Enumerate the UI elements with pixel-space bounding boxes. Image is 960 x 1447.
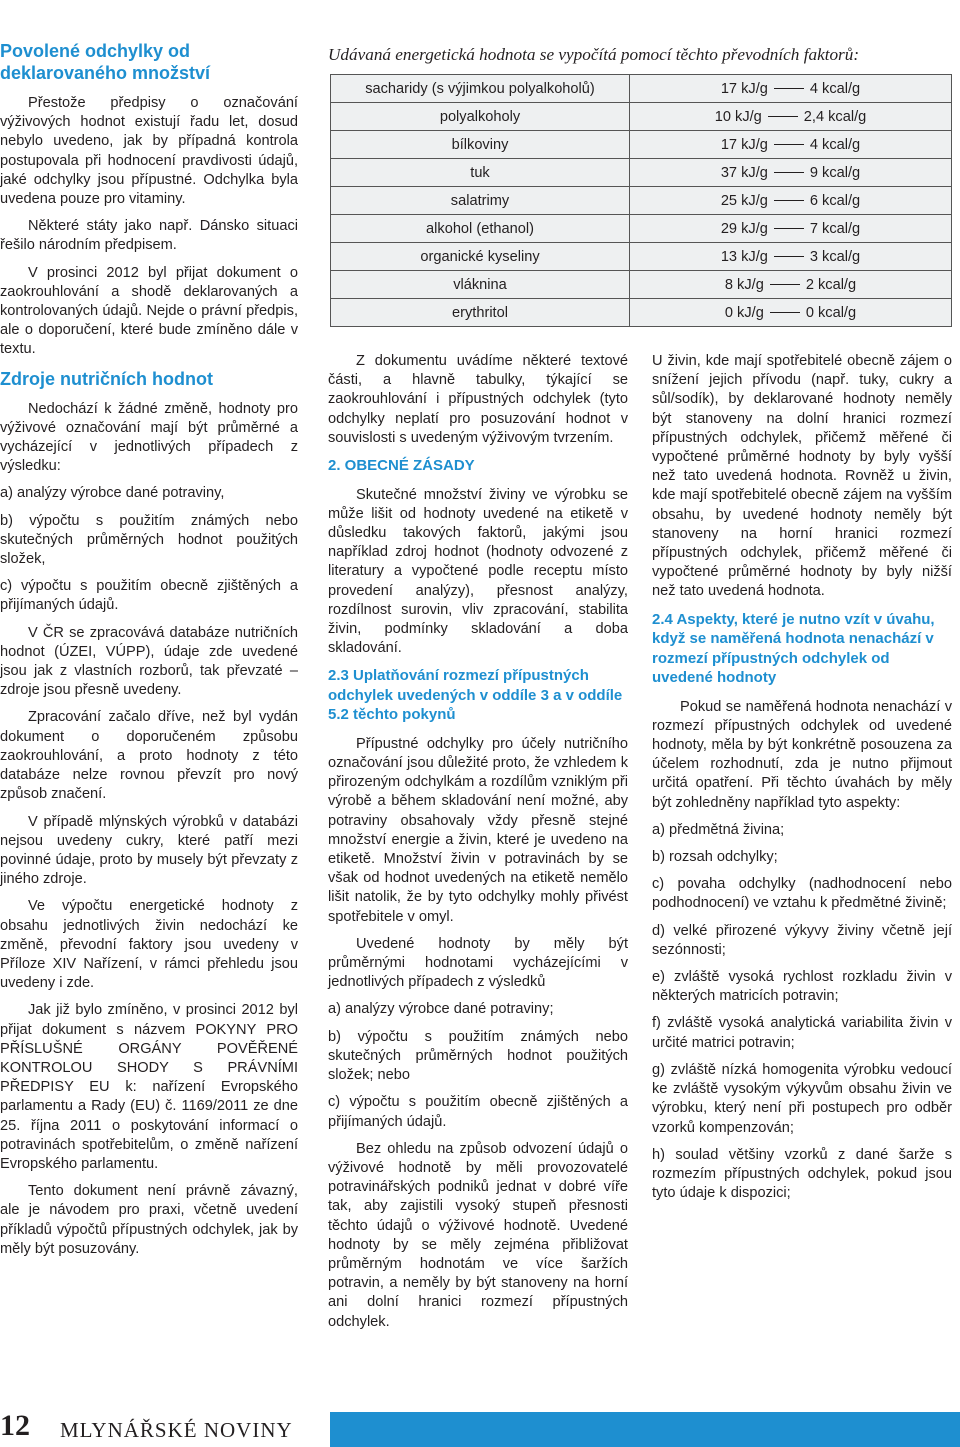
factor-kj: 25 kJ/g [720, 192, 768, 209]
list-item: a) předmětná živina; [652, 821, 785, 838]
conversion-factor [630, 271, 952, 299]
table-row [331, 299, 952, 327]
paragraph: Skutečné množství živiny ve výrobku se může lišit od hodnoty uvedené na etiketě v důsledku takových faktorů, jakými jsou například zdroj hodnot (hodnoty odvozené z literatury a vypočtené podle receptu místo provedení analýzy), přesnost analýzy, rozdílnost surovin, vliv zpracování, stabilita živin, podmínky skladování a doba skladování. [328, 486, 628, 657]
table-row [331, 215, 952, 243]
list-item: c) výpočtu s použitím obecně zjištěných a přijímaných údajů. [328, 1094, 628, 1130]
conversion-factor [630, 243, 952, 271]
factor-kj: 8 kJ/g [724, 276, 764, 293]
factor-kcal: 3 kcal/g [809, 248, 861, 265]
list-item: a) analýzy výrobce dané potraviny, [0, 485, 225, 502]
conversion-factor [630, 75, 952, 103]
nutrient-name: alkohol (ethanol) [331, 215, 630, 243]
nutrient-name: tuk [331, 159, 630, 187]
factor-kcal: 4 kcal/g [809, 136, 861, 153]
conversion-factor [630, 159, 952, 187]
section-heading-2-4: 2.4 Aspekty, které je nutno vzít v úvahu, když se naměřená hodnota nenachází v rozmezí přípustných odchylek od uvedené hodnoty [652, 610, 935, 687]
factor-kj: 29 kJ/g [720, 220, 768, 237]
list-item: b) rozsah odchylky; [652, 849, 778, 866]
list-item: f) zvláště vysoká analytická variabilita živin v určité matrici potravin; [652, 1015, 952, 1051]
list-item: a) analýzy výrobce dané potraviny; [328, 1001, 554, 1018]
list-item: c) povaha odchylky (nadhodnocení nebo podhodnocení) ve vztahu k předmětné živině; [652, 876, 952, 912]
em-dash [774, 200, 804, 201]
paragraph: Některé státy jako např. Dánsko situaci řešilo národním předpisem. [0, 218, 298, 254]
list-item: e) zvláště vysoká rychlost rozkladu živin v některých matricích potravin; [652, 969, 952, 1005]
table-row [331, 75, 952, 103]
em-dash [770, 284, 800, 285]
conversion-factor [630, 299, 952, 327]
section-heading-sources: Zdroje nutričních hodnot [0, 368, 213, 389]
section-heading-2-3: 2.3 Uplatňování rozmezí přípustných odchylek uvedených v oddíle 3 a v oddíle 5.2 těchto pokynů [328, 667, 623, 724]
conversion-factor [630, 103, 952, 131]
factor-kj: 10 kJ/g [714, 108, 762, 125]
nutrient-name: erythritol [331, 299, 630, 327]
factor-kcal: 7 kcal/g [809, 220, 861, 237]
nutrient-name: polyalkoholy [331, 103, 630, 131]
factor-kj: 17 kJ/g [720, 80, 768, 97]
nutrient-name: bílkoviny [331, 131, 630, 159]
factor-kcal: 4 kcal/g [809, 80, 861, 97]
factor-kcal: 2,4 kcal/g [803, 108, 867, 125]
conversion-factor [630, 187, 952, 215]
nutrient-name: salatrimy [331, 187, 630, 215]
factor-kj: 37 kJ/g [720, 164, 768, 181]
table-row [331, 187, 952, 215]
paragraph: V ČR se zpracovává databáze nutričních hodnot (ÚZEI, VÚPP), údaje zde uvedené jsou jak z vlastních rozborů, tak převzaté – zdroje jsou přesně uvedeny. [0, 624, 298, 699]
list-item: g) zvláště nízká homogenita výrobku vedoucí ke zvláště vysokým výkyvům obsahu živin ve výrobku, který není při postupech pro odběr vzorků kompenzován; [652, 1061, 952, 1136]
paragraph: V případě mlýnských výrobků v databázi nejsou uvedeny cukry, které patří mezi povinné údaje, proto by musely být převzaty z jiného zdroje. [0, 813, 298, 888]
table-row [331, 131, 952, 159]
column-middle [328, 352, 628, 1340]
factor-kcal: 6 kcal/g [809, 192, 861, 209]
paragraph: Tento dokument není právně závazný, ale je návodem pro praxi, včetně uvedení příkladů výpočtů přípustných odchylek, jak by měly být posuzovány. [0, 1183, 298, 1257]
table-row [331, 271, 952, 299]
factor-kcal: 2 kcal/g [805, 276, 857, 293]
factor-kcal: 0 kcal/g [805, 304, 857, 321]
column-right [652, 352, 952, 1211]
list-item: b) výpočtu s použitím známých nebo skutečných průměrných hodnot použitých složek, [0, 512, 298, 568]
paragraph: Jak již bylo zmíněno, v prosinci 2012 byl přijat dokument s názvem POKYNY PRO PŘÍSLUŠNÉ ORGÁNY POVĚŘENÉ KONTROLOU SHODY S PRÁVNÍMI PŘEDPISY EU k: nařízení Evropského parlamentu a Rady (EU) č. 1169/2011 ze dne 25. října 2011 o poskytování informací o potravinách spotřebitelům, o změně nařízení Evropského parlamentu. [0, 1002, 298, 1172]
factor-kj: 13 kJ/g [720, 248, 768, 265]
factor-kj: 17 kJ/g [720, 136, 768, 153]
list-item: c) výpočtu s použitím obecně zjištěných a přijímaných údajů. [0, 578, 298, 614]
em-dash [770, 312, 800, 313]
table-row [331, 243, 952, 271]
em-dash [774, 256, 804, 257]
paragraph: U živin, kde mají spotřebitelé obecně zájem o snížení jejich přívodu (např. tuky, cukry a sůl/sodík), by deklarované hodnoty neměly být stanoveny na dolní hranici rozmezí přípustných odchylek, přičemž měřené či vypočtené průměrné hodnoty by byly vyšší než tato uvedená hodnota. Rovněž u živin, kde mají spotřebitelé obecně zájem na vyšším obsahu, by uvedené hodnoty neměly být stanoveny na horní hranici rozmezí přípustných odchylek, přičemž měřené či vypočtené průměrné hodnoty by byly nižší než tato uvedená hodnota. [652, 353, 952, 600]
magazine-title: MLYNÁŘSKÉ NOVINY [60, 1418, 293, 1442]
column-left [0, 40, 298, 1267]
paragraph: Nedochází k žádné změně, hodnoty pro výživové označování mají být průměrné a vycházející v jednotlivých případech z výsledku: [0, 400, 298, 475]
page-number: 12 [0, 1409, 30, 1442]
list-item: h) soulad většiny vzorků z dané šarže s rozmezím přípustných odchylek, pokud jsou tyto údaje k dispozici; [652, 1146, 952, 1202]
energy-factor-table [330, 74, 952, 327]
list-item: b) výpočtu s použitím známých nebo skutečných průměrných hodnot použitých složek; nebo [328, 1028, 628, 1084]
table-row [331, 159, 952, 187]
paragraph: Z dokumentu uvádíme některé textové části, a hlavně tabulky, týkající se zaokrouhlování i přípustných odchylek (tyto odchylky neplatí pro posuzování hodnot v souvislosti s uvedeným výživovým tvrzením. [328, 353, 628, 446]
paragraph: Bez ohledu na způsob odvození údajů o výživové hodnotě by měli provozovatelé potravinářských podniků jednat v dobré víře tak, aby zajistili vysoký stupeň přesnosti těchto údajů o výživové hodnotě. Uvedené hodnoty by se měly zejména přibližovat průměrným hodnotám ve více šaržích potravin, a neměly by být stanoveny na horní ani dolní hranici rozmezí přípustných odchylek. [328, 1140, 628, 1330]
paragraph: Ve výpočtu energetické hodnoty z obsahu jednotlivých živin nedochází ke změně, převodní faktory jsou uvedeny v Příloze XIV Nařízení, v rámci přehledu jsou uvedeny i zde. [0, 898, 298, 992]
table-row [331, 103, 952, 131]
table-heading: Udávaná energetická hodnota se vypočítá pomocí těchto převodních faktorů: [328, 45, 860, 64]
section-heading-general: 2. OBECNÉ ZÁSADY [328, 457, 475, 475]
nutrient-name: sacharidy (s výjimkou polyalkoholů) [331, 75, 630, 103]
em-dash [774, 228, 804, 229]
paragraph: Uvedené hodnoty by měly být průměrnými hodnotami vycházejícími v jednotlivých případech z výsledků [328, 935, 628, 991]
nutrient-name: vláknina [331, 271, 630, 299]
em-dash [774, 172, 804, 173]
paragraph: Pokud se naměřená hodnota nenachází v rozmezí přípustných odchylek od uvedené hodnoty, měla by být konkrétně posouzena za účelem rozhodnutí, zda je nutno přijmout určitá opatření. Při těchto úvahách by měly být zohledněny například tyto aspekty: [652, 698, 952, 811]
factor-kcal: 9 kcal/g [809, 164, 861, 181]
nutrient-name: organické kyseliny [331, 243, 630, 271]
paragraph: Zpracování začalo dříve, než byl vydán dokument o doporučeném způsobu zaokrouhlování, a proto hodnoty z této databáze nelze rovnou převzít pro nový způsob značení. [0, 709, 298, 803]
footer-bar [330, 1412, 960, 1447]
section-heading-deviations: Povolené odchylky od deklarovaného množství [0, 41, 211, 83]
paragraph: Přestože předpisy o označování výživových hodnot existují řadu let, dosud nebylo uvedeno, jak by případná kontrola postupovala při hodnocení pravdivosti údajů, jaké odchylky jsou přípustné. Odchylka byla uvedena pouze pro vitaminy. [0, 95, 298, 208]
list-item: d) velké přirozené výkyvy živiny včetně její sezónnosti; [652, 922, 952, 958]
em-dash [768, 116, 798, 117]
paragraph: Přípustné odchylky pro účely nutričního označování jsou důležité proto, že vzhledem k přirozeným odchylkám a rozdílům vzniklým při výrobě a během skladování není možné, aby potraviny obsahovaly vždy přesně stejné množství energie a živin, které je uvedeno na etiketě. Množství živin v potravinách by se však od hodnot uvedených na etiketě nemělo lišit natolik, že by tyto odchylky mohly přivést spotřebitele v omyl. [328, 735, 628, 925]
paragraph: V prosinci 2012 byl přijat dokument o zaokrouhlování a shodě deklarovaných a kontrolovaných údajů. Nejde o právní předpis, ale o doporučení, které bude zmíněno dále v textu. [0, 264, 298, 358]
conversion-factor [630, 215, 952, 243]
em-dash [774, 144, 804, 145]
em-dash [774, 88, 804, 89]
conversion-factor [630, 131, 952, 159]
factor-kj: 0 kJ/g [724, 304, 764, 321]
